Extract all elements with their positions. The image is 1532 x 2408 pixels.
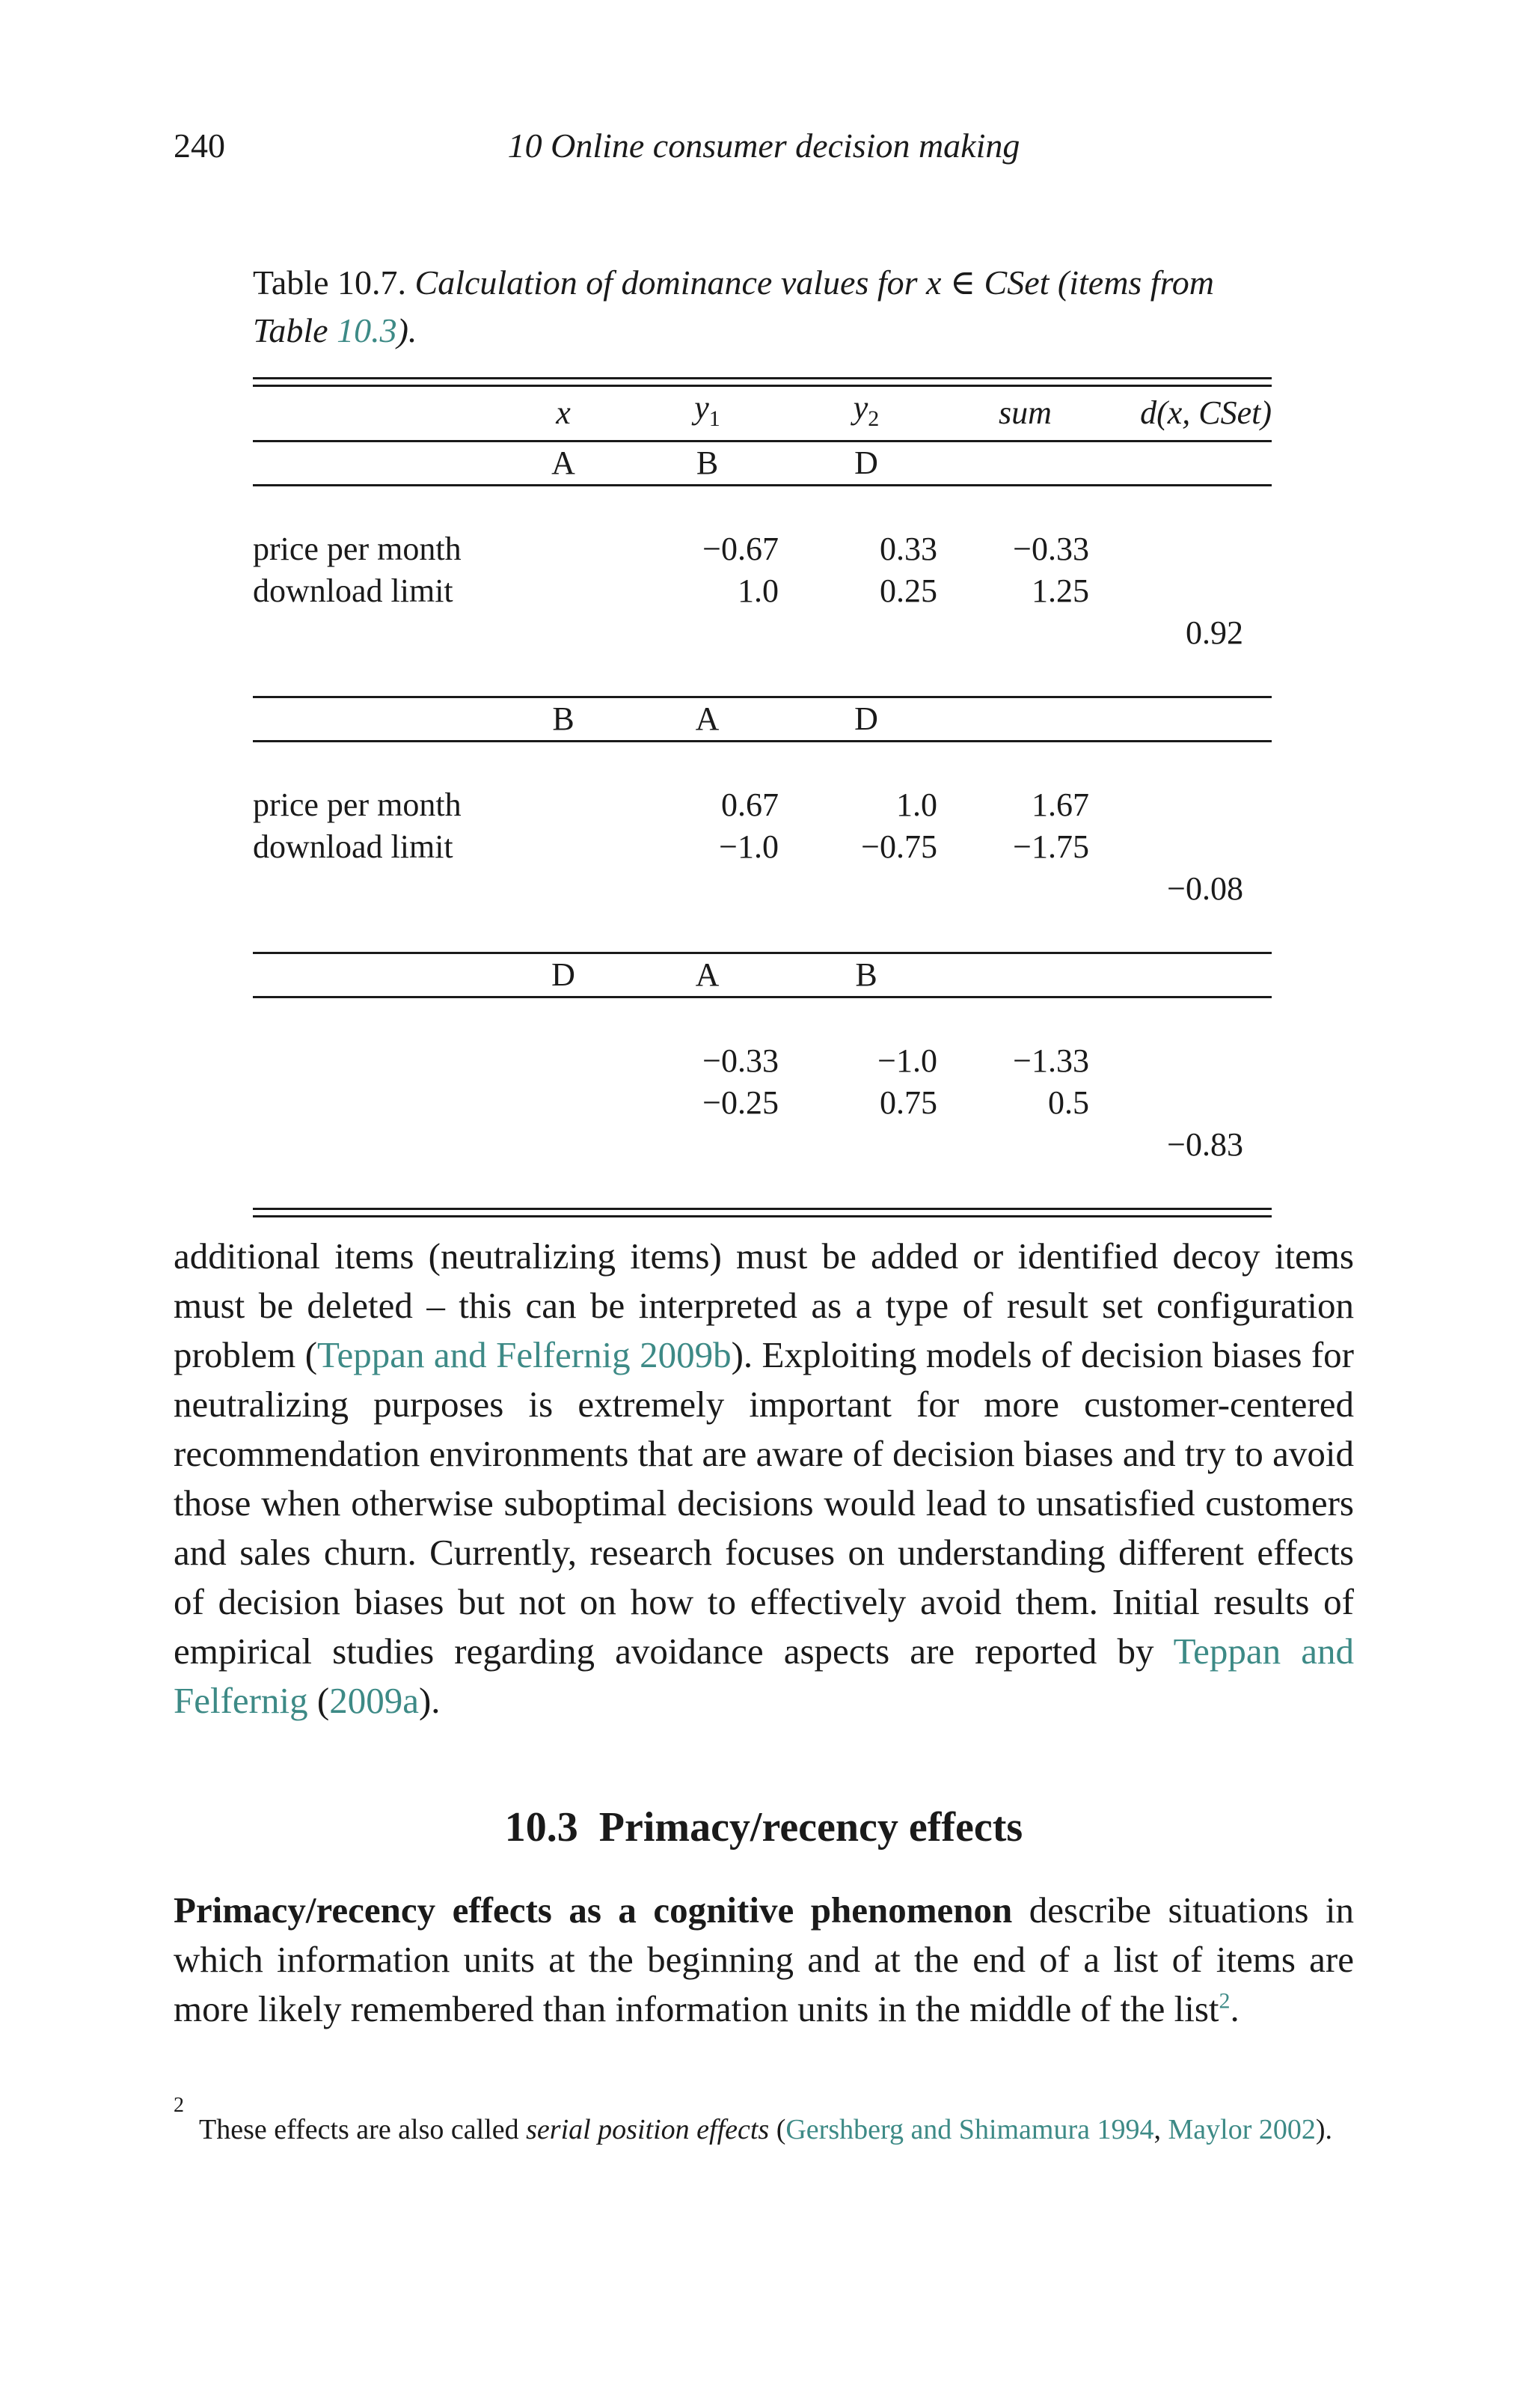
header-y1: $y_1$ — [694, 389, 720, 431]
dominance-value-row — [253, 868, 1272, 910]
citation-year-link[interactable]: 2009a — [329, 1680, 419, 1721]
table-caption — [253, 259, 1270, 355]
cell-sum: −1.75 — [1013, 828, 1089, 865]
cell-y1: −0.33 — [702, 1042, 779, 1079]
row-label: download limit — [253, 572, 453, 609]
row-label — [253, 1040, 500, 1082]
table-row — [253, 1040, 1272, 1082]
group-x: A — [500, 441, 627, 485]
cell-sum: 1.67 — [1032, 786, 1089, 823]
group-y2: D — [788, 441, 945, 485]
table-row — [253, 784, 1272, 826]
page-number: 240 — [174, 126, 225, 165]
row-label: download limit — [253, 828, 453, 865]
group-x: D — [500, 953, 627, 997]
group-y2: B — [788, 953, 945, 997]
caption-text-a: Calculation of dominance values for x ∈ CSet (items from Table — [253, 263, 1215, 349]
run-in-heading: Primacy/recency effects as a cognitive phenomenon — [174, 1889, 1013, 1931]
cell-sum: −0.33 — [1013, 530, 1089, 567]
dominance-table — [253, 377, 1272, 1217]
chapter-title: 10 Online consumer decision making — [507, 126, 1020, 165]
dominance-value: −0.08 — [1167, 870, 1243, 907]
caption-text-b: ). — [396, 311, 417, 349]
row-label: price per month — [253, 530, 462, 567]
footnote-ref-link[interactable]: 2 — [1219, 1988, 1231, 2014]
table-row — [253, 1082, 1272, 1124]
cell-y1: −1.0 — [719, 828, 779, 865]
cell-sum: −1.33 — [1013, 1042, 1089, 1079]
group-header-row — [253, 697, 1272, 741]
group-x: B — [500, 697, 627, 741]
table-ref-link[interactable]: 10.3 — [337, 311, 397, 349]
body-paragraph-1: additional items (neutralizing items) must be added or identified decoy items must be deleted – this can be interpreted as a type of result set configuration problem (Teppan and Felfernig 2009b). Exploiting models of decision biases for neutralizing purposes is extremely important for more customer-centered recommendation environments that are aware of decision biases and try to avoid those when otherwise suboptimal decisions would lead to unsatisfied customers and sales churn. Currently, research focuses on understanding different effects of decision biases but not on how to effectively avoid them. Initial results of empirical studies regarding avoidance aspects are reported by Teppan and Felfernig (2009a). — [174, 1235, 1354, 1721]
row-label: price per month — [253, 786, 462, 823]
body-paragraph-2: Primacy/recency effects as a cognitive phenomenon describe situations in which information units at the beginning and at the end of a list of items are more likely remembered than information units in the middle of the list$^2$. — [174, 1889, 1354, 2029]
group-header-row — [253, 441, 1272, 485]
caption-label: Table 10.7. — [253, 263, 407, 302]
citation-link[interactable]: Maylor 2002 — [1168, 2114, 1316, 2145]
cell-sum: 1.25 — [1032, 572, 1089, 609]
cell-y1: 1.0 — [738, 572, 779, 609]
group-y2: D — [788, 697, 945, 741]
section-title: Primacy/recency effects — [598, 1804, 1023, 1851]
group-y1: A — [627, 953, 788, 997]
table-header-row — [253, 387, 1272, 441]
table-top-rule — [253, 377, 1272, 387]
group-y1: B — [627, 441, 788, 485]
cell-y1: −0.67 — [702, 530, 779, 567]
cell-y2: −1.0 — [877, 1042, 937, 1079]
cell-y1: 0.67 — [721, 786, 779, 823]
group-y1: A — [627, 697, 788, 741]
cell-y2: 1.0 — [896, 786, 937, 823]
cell-sum: 0.5 — [1048, 1084, 1089, 1121]
footnote-term: serial position effects — [526, 2114, 770, 2145]
table-row — [253, 528, 1272, 570]
cell-y1: −0.25 — [702, 1084, 779, 1121]
citation-link[interactable]: Teppan and Felfernig 2009b — [317, 1334, 732, 1375]
cell-y2: 0.25 — [880, 572, 937, 609]
header-sum: sum — [999, 394, 1052, 432]
section-number: 10.3 — [504, 1804, 578, 1851]
table-bottom-rule — [253, 1208, 1272, 1217]
header-dominance: d(x, CSet) — [1140, 394, 1272, 432]
running-head — [174, 126, 1354, 171]
group-header-row — [253, 953, 1272, 997]
dominance-value: −0.83 — [1167, 1125, 1243, 1163]
header-y2: $y_2$ — [853, 389, 880, 431]
cell-y2: 0.75 — [880, 1084, 937, 1121]
citation-link[interactable]: Gershberg and Shimamura 1994 — [785, 2114, 1154, 2145]
dominance-value-row — [253, 612, 1272, 654]
section-heading — [174, 1803, 1354, 1851]
table-row — [253, 826, 1272, 868]
citation-link[interactable]: Teppan and Felfernig — [174, 1631, 1354, 1721]
row-label — [253, 1082, 500, 1124]
dominance-value: 0.92 — [1186, 614, 1243, 651]
cell-y2: 0.33 — [880, 530, 937, 567]
cell-y2: −0.75 — [861, 828, 937, 865]
header-x: x — [556, 394, 571, 432]
table-row — [253, 570, 1272, 612]
dominance-value-row — [253, 1124, 1272, 1166]
footnote: 2 These effects are also called serial position effects (Gershberg and Shimamura 1994, Maylor 2002). — [174, 2094, 1333, 2145]
